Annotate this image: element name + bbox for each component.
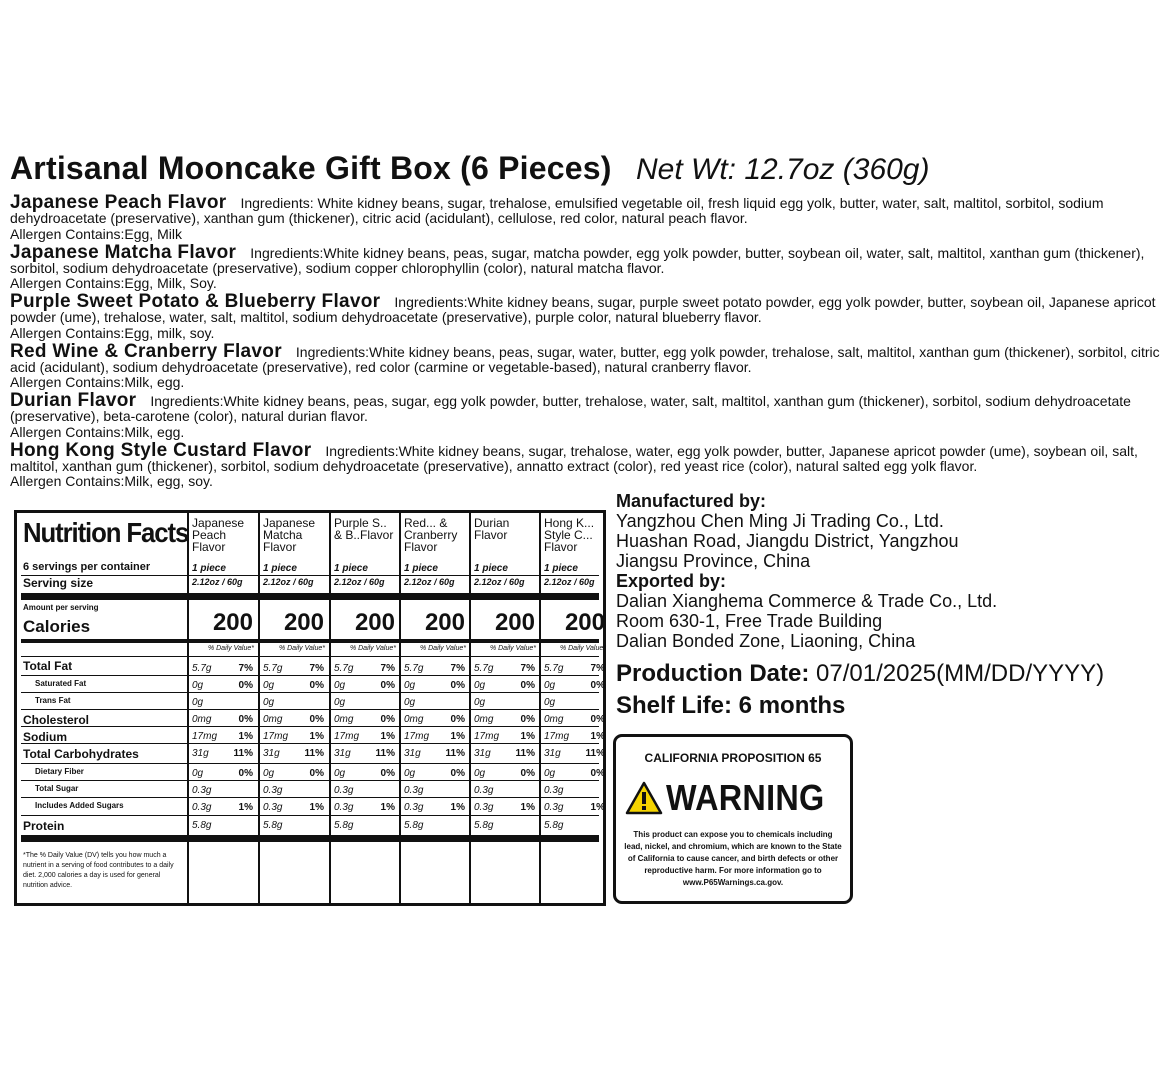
daily-value-footnote: *The % Daily Value (DV) tells you how much a nutrient in a serving of food contributes to a daily diet. 2,000 calories a day is used for general nutrition advice. xyxy=(23,852,174,889)
column-flavor-name: Hong K... Style C... Flavor xyxy=(544,516,595,554)
nutrient-daily-value: 0% xyxy=(238,768,253,779)
nutrient-daily-value: 0% xyxy=(450,680,465,691)
column-serving: 1 piece xyxy=(404,563,438,574)
nutrient-daily-value: 0% xyxy=(450,768,465,779)
prop65-text: This product can expose you to chemicals including lead, nickel, and chromium, which are known to the State of California to cause cancer, and birth defects or other reproductive harm. For more information go to www.P65Warnings.ca.gov. xyxy=(624,830,842,887)
column-serving: 1 piece xyxy=(334,563,368,574)
nutrient-amount: 0g xyxy=(544,697,556,708)
exporter-line: Room 630-1, Free Trade Building xyxy=(616,611,883,631)
serving-size-label: Serving size xyxy=(23,576,94,590)
nutrient-daily-value: 1% xyxy=(450,802,465,813)
protein-label: Protein xyxy=(23,819,65,833)
warning-word: WARNING xyxy=(666,777,825,818)
nutrient-amount: 31g xyxy=(334,748,351,759)
column-calories: 200 xyxy=(564,609,605,636)
nutrient-daily-value: 0% xyxy=(450,714,465,725)
column-serving-weight: 2.12oz / 60g xyxy=(334,577,385,587)
nutrient-amount: 0g xyxy=(192,697,204,708)
nutrient-amount: 5.7g xyxy=(334,663,354,674)
nutrient-amount: 17mg xyxy=(192,731,218,742)
nutrient-daily-value: 1% xyxy=(309,731,324,742)
nutrient-daily-value: 0% xyxy=(238,714,253,725)
nutrient-amount: 0.3g xyxy=(263,802,283,813)
nutrient-amount: 31g xyxy=(263,748,280,759)
nutrient-amount: 0.3g xyxy=(192,785,212,796)
flavor-name: Red Wine & Cranberry Flavor xyxy=(10,340,282,362)
warning-triangle-icon xyxy=(625,781,663,815)
nutrient-amount: 31g xyxy=(544,748,561,759)
flavor-name: Purple Sweet Potato & Blueberry Flavor xyxy=(10,291,381,312)
nutrient-amount: 5.7g xyxy=(263,663,283,674)
nutrient-daily-value: 0% xyxy=(309,768,324,779)
nutrient-amount: 0.3g xyxy=(474,785,494,796)
nutrient-daily-value: 7% xyxy=(238,663,253,674)
column-serving-weight: 2.12oz / 60g xyxy=(263,577,314,587)
exported-by-label: Exported by: xyxy=(616,571,727,591)
flavor-allergen: Allergen Contains:Milk, egg. xyxy=(10,423,185,440)
column-calories: 200 xyxy=(212,609,253,636)
column-daily-value-header: % Daily Value* xyxy=(207,645,254,652)
nutrient-daily-value: 1% xyxy=(238,802,253,813)
flavor-name: Durian Flavor xyxy=(10,390,137,411)
flavor-allergen: Allergen Contains:Milk, egg. xyxy=(10,374,185,390)
nutrient-daily-value: 1% xyxy=(380,731,395,742)
nutrient-amount: 0g xyxy=(404,697,416,708)
nutrient-daily-value: 0% xyxy=(590,768,605,779)
flavor-ingredients: Ingredients: White kidney beans, sugar, trehalose, emulsified vegetable oil, fresh liquid egg yolk, butter, water, salt, maltitol, sorbitol, sodium dehydroacetate (preservative), xanthan gum (thickener), citric acid (acidulant), cellulose, red color, natural peach flavor. xyxy=(10,195,1104,226)
manufacturer-line: Huashan Road, Jiangdu District, Yangzhou xyxy=(616,531,959,551)
nutrient-amount: 5.8g xyxy=(192,820,212,831)
nutrient-amount: 0g xyxy=(404,768,416,779)
nutrient-amount: 0.3g xyxy=(544,802,564,813)
nutrient-amount: 0.3g xyxy=(544,785,564,796)
flavor-block xyxy=(10,439,1160,490)
nutrient-amount: 0.3g xyxy=(474,802,494,813)
nutrition-column xyxy=(401,513,469,903)
nutrient-amount: 0g xyxy=(334,697,346,708)
nutrient-amount: 17mg xyxy=(544,731,570,742)
flavor-block xyxy=(10,340,1160,391)
sodium-label: Sodium xyxy=(23,730,67,744)
nutrition-facts-panel xyxy=(14,510,606,906)
nutrient-amount: 0g xyxy=(334,768,346,779)
flavor-ingredients: Ingredients:White kidney beans, sugar, purple sweet potato powder, egg yolk powder, butter, soybean oil, Japanese apricot powder (ume), trehalose, water, salt, maltitol, sodium dehydroacetate (preservative), purple color, natural blueberry flavor. xyxy=(10,294,1156,325)
nutrient-amount: 5.8g xyxy=(334,820,354,831)
column-daily-value-header: % Daily Value* xyxy=(489,645,536,652)
nutrient-daily-value: 11% xyxy=(375,748,395,759)
nutrient-amount: 5.7g xyxy=(192,663,212,674)
nutrient-daily-value: 7% xyxy=(450,663,465,674)
column-daily-value-header: % Daily Value* xyxy=(559,645,606,652)
nutrient-amount: 0g xyxy=(544,680,556,691)
nutrient-amount: 5.7g xyxy=(404,663,424,674)
flavor-ingredients: Ingredients:White kidney beans, sugar, trehalose, water, egg yolk powder, butter, Japanese apricot powder (ume), soybean oil, salt, maltitol, xanthan gum (thickener), sorbitol, sodium dehydroacetate (preservative), annatto extract (color), red yeast rice (color), natural salted egg yolk flavor. xyxy=(10,442,1138,474)
column-serving: 1 piece xyxy=(544,563,578,574)
flavor-ingredients: Ingredients:White kidney beans, peas, sugar, water, butter, egg yolk powder, trehalose, salt, maltitol, xanthan gum (thickener), sorbitol, citric acid (acidulant), sodium dehydroacetate (preservative), red color (carmine or vegetable-based), natural cranberry flavor. xyxy=(10,343,1160,375)
nutrient-daily-value: 1% xyxy=(238,731,253,742)
nutrient-amount: 17mg xyxy=(263,731,289,742)
saturated-fat-label: Saturated Fat xyxy=(35,679,87,688)
nutrient-daily-value: 11% xyxy=(515,748,535,759)
flavor-block xyxy=(10,241,1160,292)
nutrient-daily-value: 11% xyxy=(233,748,253,759)
nutrient-daily-value: 0% xyxy=(238,680,253,691)
nutrient-daily-value: 1% xyxy=(380,802,395,813)
nutrient-amount: 0g xyxy=(474,697,486,708)
nutrient-amount: 0.3g xyxy=(404,785,424,796)
shelf-life: Shelf Life: 6 months xyxy=(616,692,846,719)
nutrition-column xyxy=(541,513,609,903)
nutrition-column xyxy=(260,513,328,903)
trans-fat-label: Trans Fat xyxy=(35,696,71,705)
nutrient-daily-value: 0% xyxy=(590,714,605,725)
column-calories: 200 xyxy=(354,609,395,636)
manufacturer-line: Jiangsu Province, China xyxy=(616,551,811,571)
dietary-fiber-label: Dietary Fiber xyxy=(35,767,84,776)
nutrient-amount: 0.3g xyxy=(404,802,424,813)
nutrient-amount: 0g xyxy=(263,697,275,708)
column-daily-value-header: % Daily Value* xyxy=(278,645,325,652)
nutrient-daily-value: 0% xyxy=(380,680,395,691)
flavor-ingredients: Ingredients:White kidney beans, peas, sugar, matcha powder, egg yolk powder, butter, soybean oil, water, salt, maltitol, xanthan gum (thickener), sorbitol, sodium dehydroacetate (preservative), sodium copper chlorophyllin (color), natural matcha flavor. xyxy=(10,244,1145,276)
nutrient-amount: 0g xyxy=(192,680,204,691)
production-date xyxy=(616,660,1104,688)
flavor-allergen: Allergen Contains:Egg, Milk, Soy. xyxy=(10,275,217,291)
nutrient-daily-value: 7% xyxy=(590,663,605,674)
column-flavor-name: Purple S.. & B..Flavor xyxy=(334,516,394,542)
nutrient-amount: 0mg xyxy=(334,714,354,725)
flavor-ingredients-list xyxy=(10,194,1160,491)
nutrient-amount: 5.8g xyxy=(544,820,564,831)
nutrient-amount: 17mg xyxy=(334,731,360,742)
prop65-warning-box xyxy=(613,734,853,904)
exporter-line: Dalian Bonded Zone, Liaoning, China xyxy=(616,631,916,651)
nutrient-amount: 5.7g xyxy=(474,663,494,674)
column-serving-weight: 2.12oz / 60g xyxy=(404,577,455,587)
nutrient-amount: 0g xyxy=(474,680,486,691)
nutrient-amount: 31g xyxy=(192,748,209,759)
nutrient-amount: 0g xyxy=(404,680,416,691)
column-serving-weight: 2.12oz / 60g xyxy=(474,577,525,587)
nutrient-amount: 5.8g xyxy=(404,820,424,831)
calories-label: Calories xyxy=(23,617,91,636)
column-daily-value-header: % Daily Value* xyxy=(349,645,396,652)
nutrient-amount: 0g xyxy=(192,768,204,779)
nutrient-daily-value: 11% xyxy=(304,748,324,759)
nutrient-amount: 0.3g xyxy=(334,785,354,796)
nutrient-daily-value: 0% xyxy=(309,714,324,725)
product-title: Artisanal Mooncake Gift Box (6 Pieces) xyxy=(10,150,612,186)
total-sugar-label: Total Sugar xyxy=(35,784,79,793)
nutrient-daily-value: 1% xyxy=(590,802,605,813)
column-calories: 200 xyxy=(494,609,535,636)
label-header xyxy=(10,150,1160,187)
column-flavor-name: Japanese Matcha Flavor xyxy=(263,516,316,554)
exporter-line: Dalian Xianghema Commerce & Trade Co., Ltd. xyxy=(616,591,998,611)
column-daily-value-header: % Daily Value* xyxy=(419,645,466,652)
nutrient-daily-value: 0% xyxy=(380,714,395,725)
nutrient-amount: 0g xyxy=(544,768,556,779)
flavor-block xyxy=(10,293,1160,341)
nutrient-daily-value: 0% xyxy=(520,680,535,691)
column-serving: 1 piece xyxy=(474,563,508,574)
nutrient-amount: 0g xyxy=(334,680,346,691)
nutrient-daily-value: 7% xyxy=(520,663,535,674)
nutrient-amount: 17mg xyxy=(474,731,500,742)
nutrient-daily-value: 11% xyxy=(445,748,465,759)
flavor-name: Japanese Matcha Flavor xyxy=(10,241,237,263)
nutrient-amount: 0mg xyxy=(544,714,564,725)
nutrient-amount: 5.7g xyxy=(544,663,564,674)
nutrient-daily-value: 0% xyxy=(309,680,324,691)
nutrition-column xyxy=(471,513,539,903)
total-fat-label: Total Fat xyxy=(23,659,73,673)
nutrient-amount: 5.8g xyxy=(474,820,494,831)
nutrient-daily-value: 0% xyxy=(520,768,535,779)
total-carbohydrates-label: Total Carbohydrates xyxy=(23,747,139,761)
company-info xyxy=(616,491,1166,651)
flavor-block xyxy=(10,194,1160,242)
nutrient-amount: 31g xyxy=(404,748,421,759)
nutrition-facts-title: Nutrition Facts xyxy=(23,517,189,548)
nutrient-amount: 0mg xyxy=(263,714,283,725)
nutrient-daily-value: 0% xyxy=(380,768,395,779)
flavor-ingredients: Ingredients:White kidney beans, peas, sugar, egg yolk powder, butter, trehalose, water, salt, maltitol, xanthan gum (thickener), sorbitol, sodium dehydroacetate (preservative), beta-carotene (color), natural durian flavor. xyxy=(10,393,1131,424)
flavor-allergen: Allergen Contains:Egg, milk, soy. xyxy=(10,324,215,341)
nutrient-amount: 0.3g xyxy=(192,802,212,813)
manufactured-by-label: Manufactured by: xyxy=(616,491,767,511)
nutrient-daily-value: 1% xyxy=(590,731,605,742)
nutrient-amount: 31g xyxy=(474,748,491,759)
nutrient-amount: 0mg xyxy=(404,714,424,725)
nutrient-amount: 0.3g xyxy=(334,802,354,813)
nutrient-daily-value: 1% xyxy=(520,802,535,813)
column-flavor-name: Red... & Cranberry Flavor xyxy=(404,516,458,554)
column-flavor-name: Japanese Peach Flavor xyxy=(192,516,245,554)
flavor-block xyxy=(10,392,1160,440)
production-date-value: 07/01/2025(MM/DD/YYYY) xyxy=(816,660,1105,687)
nutrient-daily-value: 0% xyxy=(590,680,605,691)
amount-per-serving-label: Amount per serving xyxy=(23,603,99,612)
nutrient-daily-value: 11% xyxy=(585,748,605,759)
servings-per-container: 6 servings per container xyxy=(23,561,151,573)
nutrient-daily-value: 1% xyxy=(520,731,535,742)
prop65-title: CALIFORNIA PROPOSITION 65 xyxy=(644,751,822,765)
manufacturer-line: Yangzhou Chen Ming Ji Trading Co., Ltd. xyxy=(616,511,944,531)
nutrition-column xyxy=(331,513,399,903)
nutrient-amount: 0g xyxy=(263,680,275,691)
nutrient-daily-value: 7% xyxy=(380,663,395,674)
flavor-allergen: Allergen Contains:Milk, egg, soy. xyxy=(10,473,213,489)
nutrient-amount: 17mg xyxy=(404,731,430,742)
column-calories: 200 xyxy=(424,609,465,636)
flavor-name: Hong Kong Style Custard Flavor xyxy=(10,439,312,461)
nutrient-amount: 0g xyxy=(474,768,486,779)
added-sugars-label: Includes Added Sugars xyxy=(35,801,124,810)
nutrient-amount: 0g xyxy=(263,768,275,779)
column-flavor-name: Durian Flavor xyxy=(474,516,510,542)
production-date-label: Production Date: xyxy=(616,660,810,687)
nutrition-column xyxy=(189,513,257,903)
column-serving: 1 piece xyxy=(192,563,226,574)
nutrient-amount: 0mg xyxy=(192,714,212,725)
column-serving-weight: 2.12oz / 60g xyxy=(544,577,595,587)
nutrient-daily-value: 1% xyxy=(450,731,465,742)
nutrient-amount: 0.3g xyxy=(263,785,283,796)
net-weight: Net Wt: 12.7oz (360g) xyxy=(636,153,930,186)
cholesterol-label: Cholesterol xyxy=(23,713,90,727)
nutrient-amount: 5.8g xyxy=(263,820,283,831)
nutrient-amount: 0mg xyxy=(474,714,494,725)
column-serving: 1 piece xyxy=(263,563,297,574)
nutrient-daily-value: 0% xyxy=(520,714,535,725)
nutrient-daily-value: 7% xyxy=(309,663,324,674)
flavor-allergen: Allergen Contains:Egg, Milk xyxy=(10,225,182,242)
column-calories: 200 xyxy=(283,609,324,636)
nutrient-daily-value: 1% xyxy=(309,802,324,813)
column-serving-weight: 2.12oz / 60g xyxy=(192,577,243,587)
flavor-name: Japanese Peach Flavor xyxy=(10,192,227,213)
